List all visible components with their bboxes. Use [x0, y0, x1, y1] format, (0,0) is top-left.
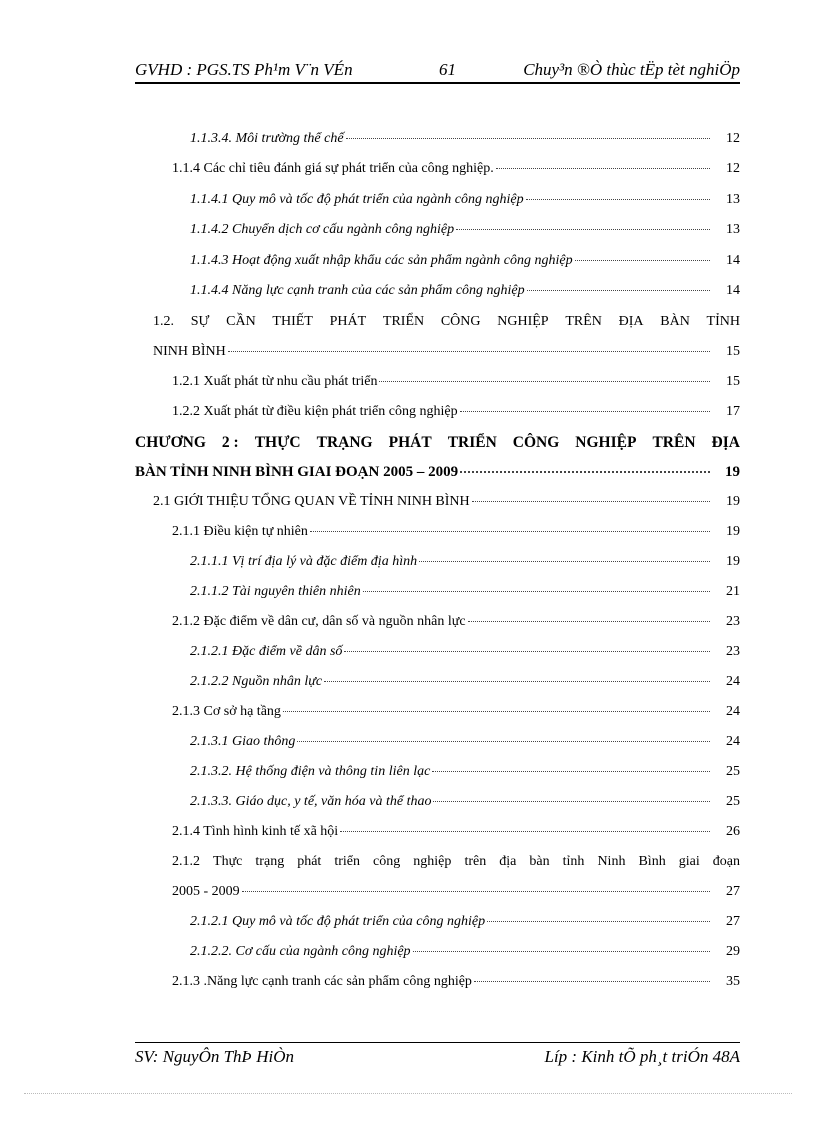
- toc-entry-title: 2.1.2.1 Quy mô và tốc độ phát triển của công nghiệp: [190, 914, 486, 929]
- toc-entry-page: 15: [726, 374, 740, 389]
- toc-entry-title: 2.1.1 Điều kiện tự nhiên: [172, 524, 308, 539]
- toc-entry-page: 27: [726, 914, 740, 929]
- toc-word: SỰ: [190, 314, 210, 329]
- toc-entry[interactable]: [172, 974, 740, 996]
- toc-entry-page: 19: [725, 464, 740, 480]
- toc-word: CẦN: [226, 314, 256, 329]
- toc-entry-page: 14: [726, 253, 740, 268]
- toc-word: đoạn: [712, 854, 740, 869]
- toc-entry[interactable]: [190, 131, 740, 153]
- toc-entry-page: 12: [726, 131, 740, 146]
- toc-leader: [496, 168, 710, 169]
- toc-entry-page: 14: [726, 283, 740, 298]
- toc-leader: [456, 229, 710, 230]
- toc-leader: [346, 138, 710, 139]
- toc-leader: [526, 199, 710, 200]
- toc-leader: [472, 501, 710, 502]
- header-supervisor: GVHD : PGS.TS Ph¹m V¨n VÉn: [135, 60, 353, 79]
- header-page-number: 61: [439, 60, 456, 79]
- toc-leader: [297, 741, 710, 742]
- toc-word: Ninh: [597, 854, 626, 869]
- toc-entry-title: 1.2.2 Xuất phát từ điều kiện phát triển công nghiệp: [172, 404, 458, 419]
- toc-word: NGHIỆP: [497, 314, 549, 329]
- toc-entry[interactable]: [153, 344, 740, 366]
- toc-entry[interactable]: [190, 674, 740, 696]
- toc-word: NGHIỆP: [575, 434, 637, 451]
- toc-word: triển: [334, 854, 361, 869]
- toc-entry[interactable]: [190, 283, 740, 305]
- toc-entry[interactable]: [190, 584, 740, 606]
- toc-entry[interactable]: [172, 524, 740, 546]
- toc-leader: [413, 951, 710, 952]
- toc-entry-page: 23: [726, 614, 740, 629]
- header-report-title: Chuy³n ®Ò thùc tËp tèt nghiÖp: [523, 60, 740, 79]
- toc-word: PHÁT: [329, 314, 367, 329]
- toc-word: bàn: [529, 854, 550, 869]
- toc-word: nghiệp: [413, 854, 452, 869]
- toc-entry[interactable]: [172, 614, 740, 636]
- toc-entry-title: 2.1.2 Đặc điểm về dân cư, dân số và nguồn nhân lực: [172, 614, 466, 629]
- toc-entry[interactable]: [190, 764, 740, 786]
- toc-entry-page: 19: [726, 524, 740, 539]
- page-bottom-divider: [24, 1093, 792, 1094]
- toc-entry[interactable]: [172, 404, 740, 426]
- toc-entry-title: 1.1.4.3 Hoạt động xuất nhập khẩu các sản phẩm ngành công nghiệp: [190, 253, 573, 268]
- toc-word: PHÁT: [388, 434, 432, 451]
- toc-word: THIẾT: [272, 314, 313, 329]
- toc-word: TRÊN: [652, 434, 696, 451]
- toc-entry-title: 1.1.3.4. Môi trường thể chế: [190, 131, 344, 146]
- toc-word: TRIỂN: [382, 314, 425, 329]
- toc-entry[interactable]: [190, 644, 740, 666]
- toc-entry-title: 2.1.2.2 Nguồn nhân lực: [190, 674, 323, 689]
- toc-entry-title: 2.1.3.2. Hệ thống điện và thông tin liên lạc: [190, 764, 431, 779]
- toc-leader: [344, 651, 710, 652]
- toc-entry-title: 2005 - 2009: [172, 884, 240, 899]
- toc-entry-page: 35: [726, 974, 740, 989]
- toc-entry-page: 17: [726, 404, 740, 419]
- toc-entry-page: 13: [726, 222, 740, 237]
- toc-leader: [487, 921, 710, 922]
- toc-entry[interactable]: [153, 494, 740, 516]
- toc-entry-title: 2.1.1.2 Tài nguyên thiên nhiên: [190, 584, 361, 599]
- toc-entry-page: 19: [726, 554, 740, 569]
- toc-entry-page: 25: [726, 764, 740, 779]
- toc-word: ĐỊA: [711, 434, 740, 451]
- toc-chapter-entry[interactable]: [135, 464, 740, 486]
- toc-word: Bình: [638, 854, 666, 869]
- toc-entry-line1[interactable]: [153, 314, 740, 330]
- toc-entry[interactable]: [172, 824, 740, 846]
- toc-entry-title: 1.1.4.4 Năng lực cạnh tranh của các sản phẩm công nghiệp: [190, 283, 525, 298]
- toc-leader: [433, 801, 710, 802]
- toc-entry-title: 2.1.3.3. Giáo dục, y tế, văn hóa và thể thao: [190, 794, 432, 809]
- toc-entry-title: 2.1.3.1 Giao thông: [190, 734, 296, 749]
- toc-word: giai: [678, 854, 700, 869]
- toc-entry[interactable]: [190, 794, 740, 816]
- toc-leader: [363, 591, 710, 592]
- toc-entry-page: 24: [726, 734, 740, 749]
- toc-word: TRIỂN: [447, 434, 497, 451]
- toc-leader: [310, 531, 710, 532]
- toc-word: 1.2.: [153, 314, 174, 329]
- toc-word: địa: [499, 854, 517, 869]
- toc-word: 2.1.2: [172, 854, 200, 869]
- toc-word: TRÊN: [565, 314, 602, 329]
- toc-word: phát: [297, 854, 322, 869]
- toc-word: 2 :: [221, 434, 239, 451]
- toc-entry-page: 12: [726, 161, 740, 176]
- toc-leader: [468, 621, 710, 622]
- toc-entry-page: 13: [726, 192, 740, 207]
- toc-entry-page: 27: [726, 884, 740, 899]
- toc-leader: [474, 981, 710, 982]
- footer-class: Líp : Kinh tÕ ph¸t triÓn 48A: [544, 1047, 740, 1066]
- toc-entry-title: 2.1.3 .Năng lực cạnh tranh các sản phẩm công nghiệp: [172, 974, 472, 989]
- toc-entry[interactable]: [172, 884, 740, 906]
- toc-entry-title: 2.1.3 Cơ sở hạ tầng: [172, 704, 281, 719]
- toc-leader: [460, 471, 710, 473]
- toc-word: TỈNH: [706, 314, 740, 329]
- toc-leader: [460, 411, 710, 412]
- toc-word: trạng: [255, 854, 285, 869]
- toc-entry[interactable]: [172, 374, 740, 396]
- toc-chapter-line1[interactable]: [135, 434, 740, 452]
- toc-leader: [340, 831, 710, 832]
- toc-entry[interactable]: [190, 192, 740, 214]
- toc-entry-title: 1.1.4 Các chỉ tiêu đánh giá sự phát triển của công nghiệp.: [172, 161, 494, 176]
- toc-leader: [432, 771, 710, 772]
- toc-word: BÀN: [660, 314, 690, 329]
- toc-entry-page: 23: [726, 644, 740, 659]
- toc-entry-page: 24: [726, 674, 740, 689]
- toc-entry-page: 15: [726, 344, 740, 359]
- toc-leader: [242, 891, 710, 892]
- toc-leader: [379, 381, 710, 382]
- toc-entry[interactable]: [172, 704, 740, 726]
- toc-leader: [527, 290, 710, 291]
- toc-word: công: [373, 854, 401, 869]
- toc-entry[interactable]: [190, 554, 740, 576]
- toc-leader: [228, 351, 710, 352]
- toc-entry-page: 29: [726, 944, 740, 959]
- toc-word: ĐỊA: [618, 314, 644, 329]
- toc-leader: [324, 681, 710, 682]
- toc-entry-title: 1.1.4.2 Chuyển dịch cơ cấu ngành công nghiệp: [190, 222, 455, 237]
- toc-word: trên: [464, 854, 487, 869]
- toc-entry[interactable]: [190, 944, 740, 966]
- toc-entry[interactable]: [190, 734, 740, 756]
- toc-entry[interactable]: [172, 161, 740, 183]
- toc-entry[interactable]: [190, 914, 740, 936]
- toc-word: tỉnh: [562, 854, 585, 869]
- toc-entry-title: 2.1.2.1 Đặc điểm về dân số: [190, 644, 343, 659]
- toc-entry-line1[interactable]: [172, 854, 740, 870]
- toc-entry-title: NINH BÌNH: [153, 344, 226, 359]
- toc-word: CÔNG: [440, 314, 481, 329]
- toc-leader: [575, 260, 710, 261]
- toc-entry-page: 24: [726, 704, 740, 719]
- toc-entry-title: 1.2.1 Xuất phát từ nhu cầu phát triển: [172, 374, 378, 389]
- toc-entry-page: 26: [726, 824, 740, 839]
- toc-entry-page: 25: [726, 794, 740, 809]
- toc-entry[interactable]: [190, 222, 740, 244]
- toc-entry-title: 2.1.4 Tình hình kinh tế xã hội: [172, 824, 339, 839]
- toc-entry-page: 21: [726, 584, 740, 599]
- toc-entry[interactable]: [190, 253, 740, 275]
- toc-entry-title: BÀN TỈNH NINH BÌNH GIAI ĐOẠN 2005 – 2009: [135, 464, 459, 480]
- page-header: [135, 58, 740, 84]
- toc-entry-page: 19: [726, 494, 740, 509]
- page-footer: [135, 1042, 740, 1066]
- toc-leader: [419, 561, 710, 562]
- toc-word: CÔNG: [512, 434, 560, 451]
- toc-leader: [283, 711, 710, 712]
- footer-student: SV: NguyÔn ThÞ HiÒn: [135, 1047, 294, 1066]
- toc-word: TRẠNG: [316, 434, 373, 451]
- toc-word: Thực: [213, 854, 243, 869]
- toc-word: THỰC: [254, 434, 301, 451]
- toc-entry-title: 2.1.2.2. Cơ cấu của ngành công nghiệp: [190, 944, 411, 959]
- toc-entry-title: 2.1 GIỚI THIỆU TỔNG QUAN VỀ TỈNH NINH BÌNH: [153, 494, 470, 509]
- toc-entry-title: 1.1.4.1 Quy mô và tốc độ phát triển của ngành công nghiệp: [190, 192, 524, 207]
- toc-entry-title: 2.1.1.1 Vị trí địa lý và đặc điểm địa hình: [190, 554, 418, 569]
- toc-word: CHƯƠNG: [135, 434, 206, 451]
